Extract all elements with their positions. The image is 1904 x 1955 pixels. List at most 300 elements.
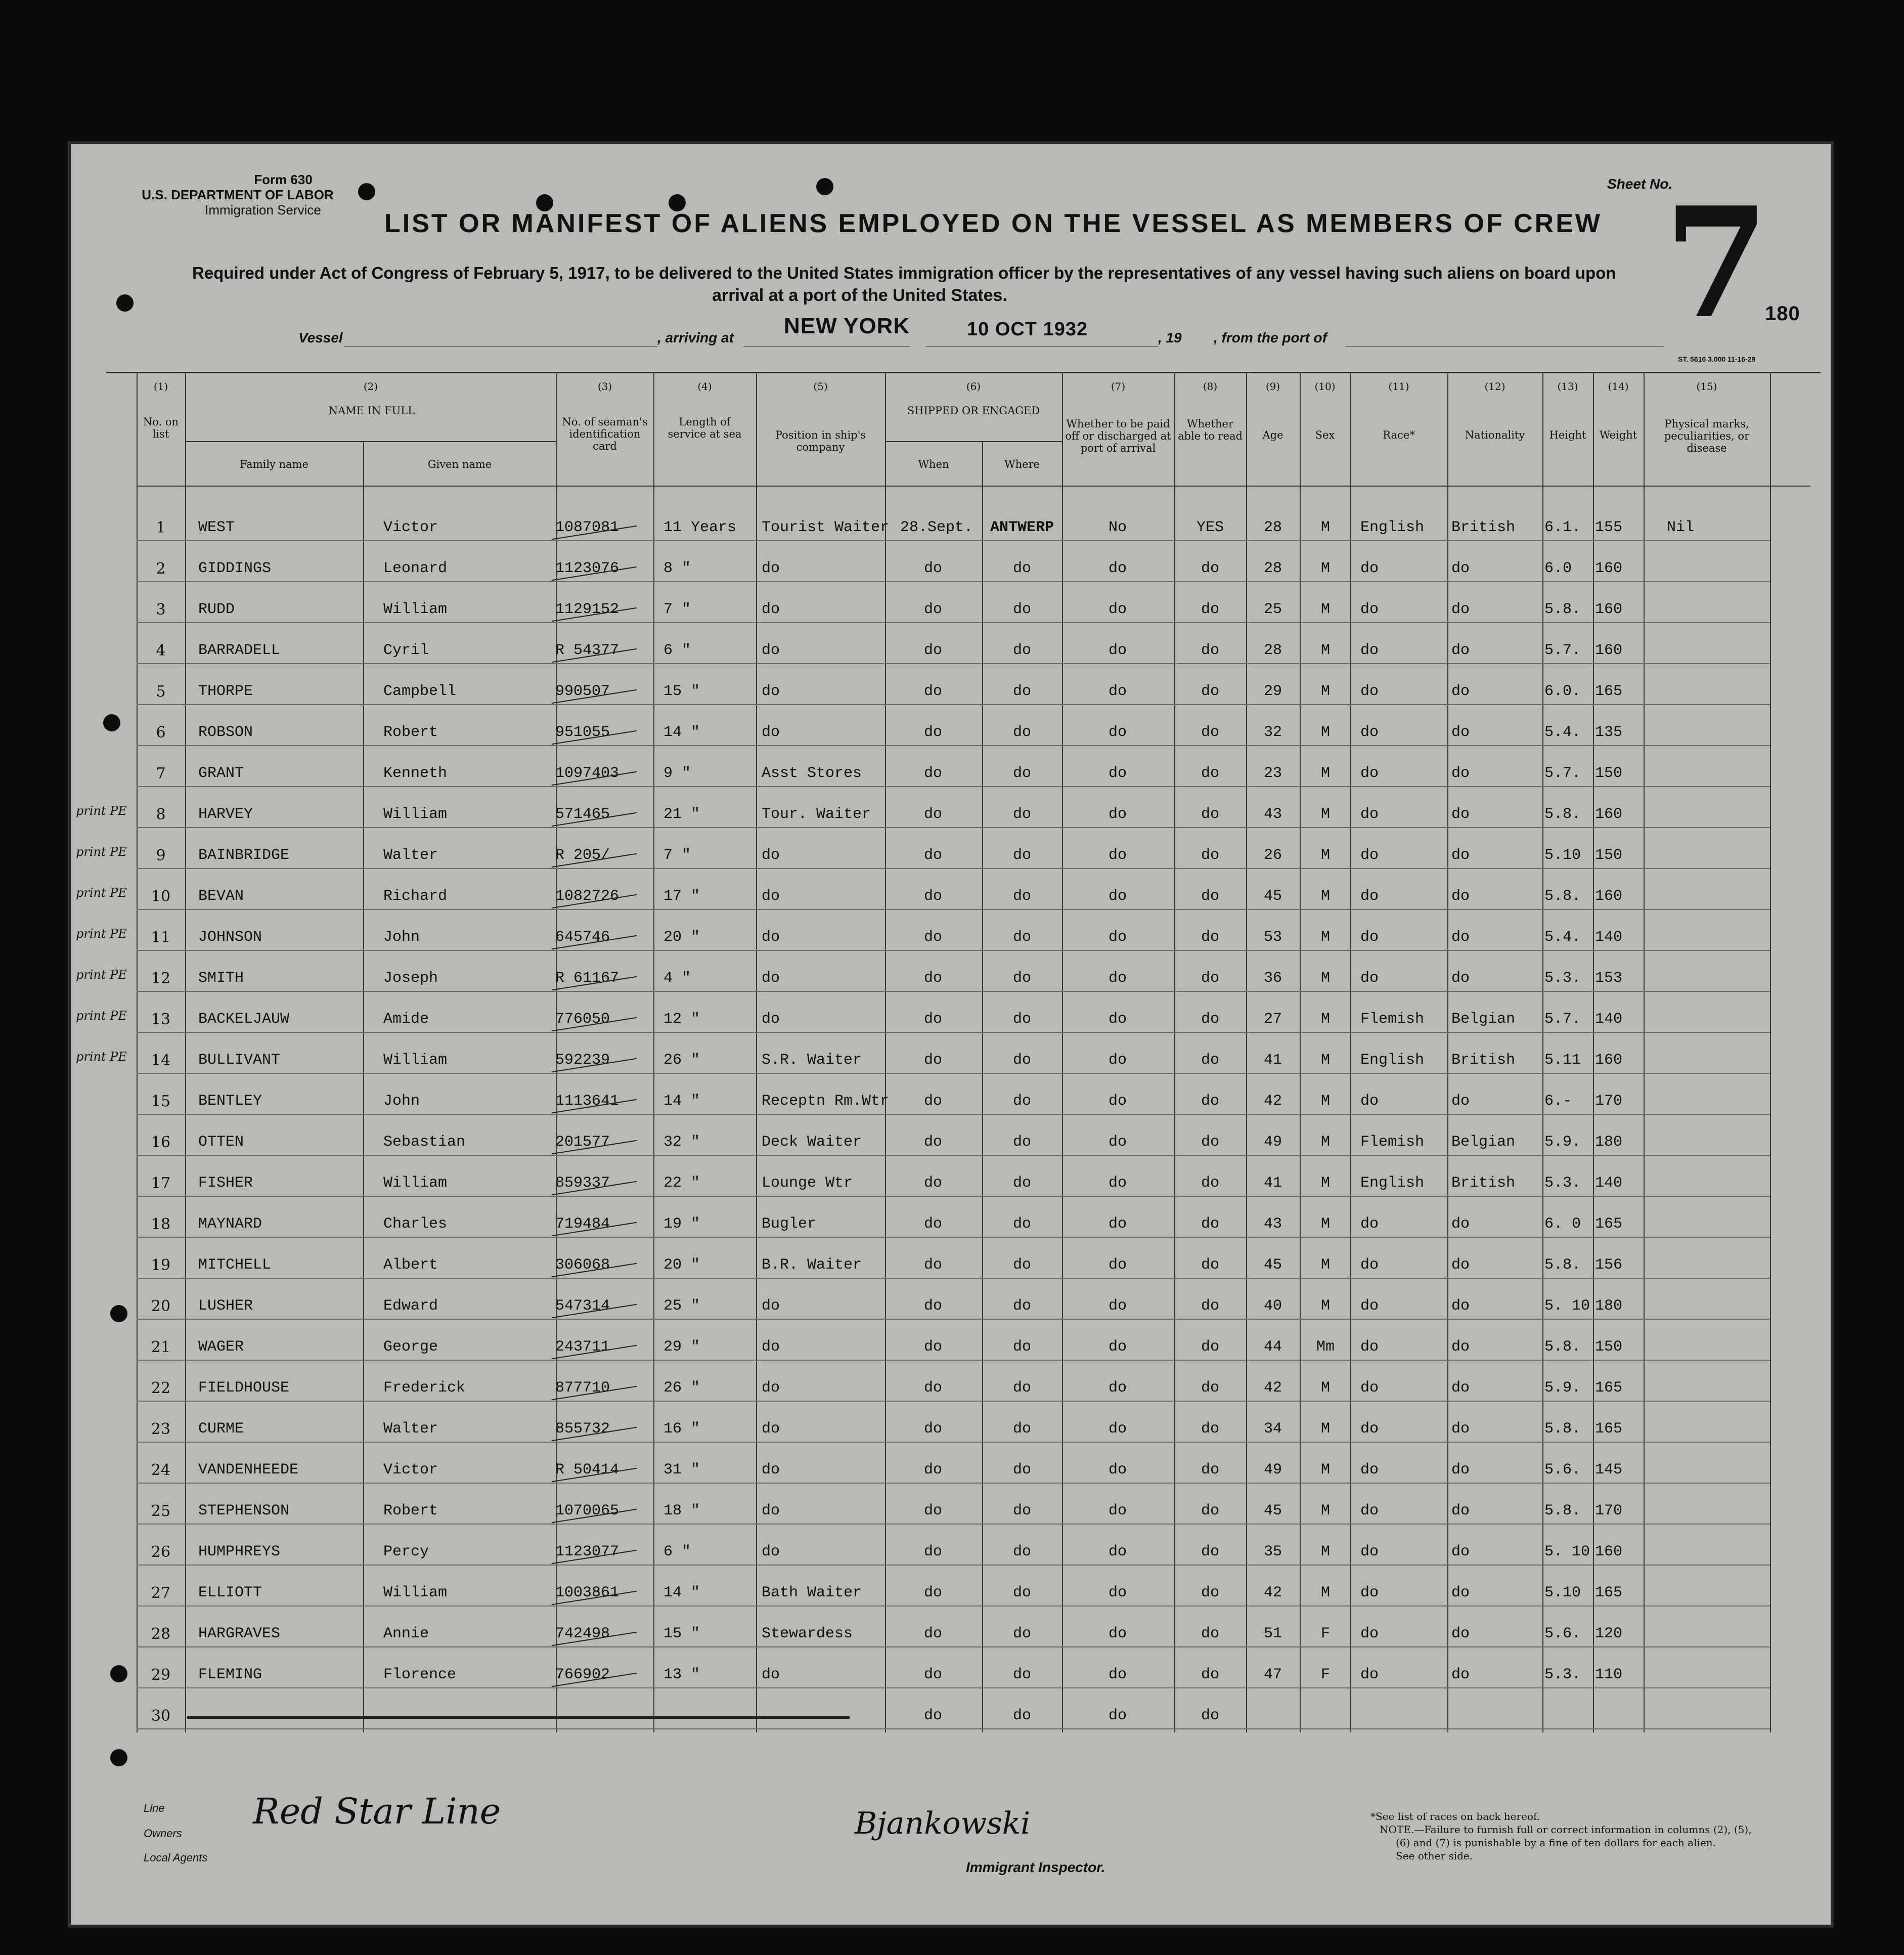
given-name-cell: Kenneth <box>383 765 448 782</box>
position-cell: Bath Waiter <box>762 1584 862 1601</box>
seaman-card-cell: 1097403 <box>555 765 619 782</box>
header-where: Where <box>1004 458 1040 470</box>
punch-hole <box>110 1305 127 1322</box>
family-name-cell: VANDENHEEDE <box>198 1461 299 1479</box>
shipped-where-cell: do <box>1012 888 1031 905</box>
shipped-when-cell: do <box>923 1707 942 1724</box>
service-length-cell: 6 " <box>663 1543 691 1560</box>
table-row <box>137 991 1770 992</box>
position-cell: do <box>762 929 780 946</box>
able-to-read-cell: do <box>1201 724 1219 741</box>
nationality-cell: British <box>1451 1052 1516 1069</box>
weight-cell: 160 <box>1595 1052 1623 1069</box>
row-number: 3 <box>156 601 166 619</box>
column-divider <box>1246 372 1247 1732</box>
column-divider <box>137 372 138 1732</box>
nationality-cell: do <box>1451 1666 1470 1683</box>
shipped-when-cell: do <box>923 1461 942 1479</box>
family-name-cell: WAGER <box>198 1338 244 1356</box>
row-number: 24 <box>151 1461 171 1479</box>
column-divider <box>363 441 364 1732</box>
column-number: (1) <box>153 380 168 393</box>
paid-off-cell: do <box>1108 1134 1127 1151</box>
age-cell: 28 <box>1263 560 1282 577</box>
paid-off-cell: do <box>1108 1420 1127 1438</box>
race-cell: do <box>1360 1379 1379 1397</box>
given-name-cell: Leonard <box>383 560 448 577</box>
row-number: 28 <box>151 1625 171 1643</box>
service-length-cell: 7 " <box>663 847 691 864</box>
position-cell: B.R. Waiter <box>762 1256 862 1274</box>
service-length-cell: 16 " <box>663 1420 700 1438</box>
table-row <box>137 1237 1770 1238</box>
height-cell: 5.3. <box>1544 970 1581 987</box>
race-cell: do <box>1360 806 1379 823</box>
age-cell: 28 <box>1263 519 1282 536</box>
able-to-read-cell: do <box>1201 1297 1219 1315</box>
given-name-cell: Percy <box>383 1543 429 1560</box>
sex-cell: M <box>1320 765 1330 782</box>
position-cell: do <box>762 1461 780 1479</box>
paid-off-cell: do <box>1108 601 1127 618</box>
column-number: (4) <box>697 380 712 393</box>
age-cell: 45 <box>1263 1256 1282 1274</box>
nationality-cell: do <box>1451 1625 1470 1642</box>
able-to-read-cell: do <box>1201 1420 1219 1438</box>
punch-hole <box>110 1749 127 1766</box>
paid-off-cell: do <box>1108 1666 1127 1683</box>
family-name-cell: BARRADELL <box>198 642 281 659</box>
header-paid-off: Whether to be paid off or discharged at port of arrival <box>1065 418 1171 454</box>
table-row <box>137 1278 1770 1279</box>
position-cell: S.R. Waiter <box>762 1052 862 1069</box>
weight-cell: 170 <box>1595 1502 1623 1519</box>
row-number: 16 <box>151 1134 171 1151</box>
given-name-cell: Florence <box>383 1666 457 1683</box>
height-cell: 6.- <box>1544 1093 1572 1110</box>
row-number: 5 <box>156 683 166 701</box>
shipped-when-cell: do <box>923 1175 942 1192</box>
family-name-cell: HUMPHREYS <box>198 1543 281 1560</box>
given-name-cell: Richard <box>383 888 448 905</box>
seaman-card-cell: 201577 <box>555 1134 610 1151</box>
shipped-where-cell: do <box>1012 1461 1031 1479</box>
shipped-when-cell: do <box>923 1215 942 1233</box>
able-to-read-cell: do <box>1201 1134 1219 1151</box>
nationality-cell: do <box>1451 929 1470 946</box>
race-cell: do <box>1360 1338 1379 1356</box>
margin-note: print PE <box>76 1050 127 1064</box>
shipped-when-cell: do <box>923 1625 942 1642</box>
owners-label: Owners <box>144 1827 182 1840</box>
nationality-cell: do <box>1451 1256 1470 1274</box>
age-cell: 42 <box>1263 1093 1282 1110</box>
sex-cell: M <box>1320 1011 1330 1028</box>
paid-off-cell: do <box>1108 970 1127 987</box>
paid-off-cell: do <box>1108 1707 1127 1724</box>
paid-off-cell: do <box>1108 888 1127 905</box>
seaman-card-cell: 742498 <box>555 1625 610 1642</box>
age-cell: 49 <box>1263 1461 1282 1479</box>
shipped-when-cell: do <box>923 970 942 987</box>
shipped-when-cell: do <box>923 1052 942 1069</box>
service-length-cell: 7 " <box>663 601 691 618</box>
shipped-when-cell: do <box>923 1584 942 1601</box>
shipped-when-cell: do <box>923 683 942 700</box>
column-number: (12) <box>1484 380 1506 393</box>
seaman-card-cell: 592239 <box>555 1052 610 1069</box>
sex-cell: M <box>1320 806 1330 823</box>
height-cell: 5.7. <box>1544 765 1581 782</box>
sex-cell: M <box>1320 1215 1330 1233</box>
paid-off-cell: do <box>1108 1379 1127 1397</box>
sex-cell: M <box>1320 888 1330 905</box>
shipped-when-cell: 28.Sept. <box>900 519 973 536</box>
sheet-number: 7 <box>1664 173 1769 352</box>
column-divider <box>185 372 186 1732</box>
service-length-cell: 31 " <box>663 1461 700 1479</box>
able-to-read-cell: do <box>1201 642 1219 659</box>
service-length-cell: 29 " <box>663 1338 700 1356</box>
height-cell: 5.3. <box>1544 1175 1581 1192</box>
paid-off-cell: do <box>1108 1543 1127 1560</box>
race-cell: do <box>1360 1297 1379 1315</box>
age-cell: 29 <box>1263 683 1282 700</box>
seaman-card-cell: 1129152 <box>555 601 619 618</box>
shipped-where-cell: do <box>1012 724 1031 741</box>
given-name-cell: Annie <box>383 1625 429 1642</box>
header-physical: Physical marks, peculiarities, or disease <box>1664 418 1750 454</box>
table-row <box>137 1155 1770 1156</box>
able-to-read-cell: do <box>1201 1584 1219 1601</box>
column-number: (8) <box>1203 380 1218 393</box>
row-number: 21 <box>151 1338 171 1356</box>
position-cell: Lounge Wtr <box>762 1175 853 1192</box>
seaman-card-cell: 719484 <box>555 1215 610 1233</box>
age-cell: 44 <box>1263 1338 1282 1356</box>
height-cell: 5.7. <box>1544 642 1581 659</box>
age-cell: 42 <box>1263 1584 1282 1601</box>
inspector-signature: Bjankowski <box>855 1806 1031 1841</box>
column-number: (6) <box>966 380 981 393</box>
age-cell: 36 <box>1263 970 1282 987</box>
shipped-where-cell: do <box>1012 1093 1031 1110</box>
column-divider <box>1593 372 1594 1732</box>
able-to-read-cell: do <box>1201 929 1219 946</box>
position-cell: do <box>762 888 780 905</box>
column-divider <box>1350 372 1351 1732</box>
family-name-cell: ELLIOTT <box>198 1584 262 1601</box>
weight-cell: 160 <box>1595 888 1623 905</box>
shipped-where-cell: do <box>1012 1134 1031 1151</box>
row-number: 30 <box>151 1707 171 1725</box>
subtitle-line2: arrival at a port of the United States. <box>712 286 1007 305</box>
row-number: 8 <box>156 806 166 823</box>
header-no-on-list: No. on list <box>143 416 179 440</box>
paid-off-cell: do <box>1108 642 1127 659</box>
able-to-read-cell: do <box>1201 1093 1219 1110</box>
column-divider <box>756 372 757 1732</box>
race-cell: English <box>1360 1175 1425 1192</box>
sex-cell: M <box>1320 642 1330 659</box>
header-age: Age <box>1262 429 1283 441</box>
nationality-cell: do <box>1451 847 1470 864</box>
row-number: 6 <box>156 724 166 742</box>
row-number: 12 <box>151 970 171 987</box>
service-length-cell: 21 " <box>663 806 700 823</box>
shipped-when-cell: do <box>923 1420 942 1438</box>
shipped-when-cell: do <box>923 1502 942 1519</box>
weight-cell: 180 <box>1595 1134 1623 1151</box>
service-length-cell: 20 " <box>663 1256 700 1274</box>
shipped-where-cell: do <box>1012 1625 1031 1642</box>
nationality-cell: do <box>1451 1379 1470 1397</box>
sex-cell: M <box>1320 601 1330 618</box>
nationality-cell: do <box>1451 724 1470 741</box>
family-name-cell: ROBSON <box>198 724 253 741</box>
able-to-read-cell: do <box>1201 1052 1219 1069</box>
margin-note: print PE <box>76 845 127 859</box>
header-weight: Weight <box>1599 429 1637 441</box>
row-number: 29 <box>151 1666 171 1684</box>
shipped-where-cell: do <box>1012 1256 1031 1274</box>
age-cell: 26 <box>1263 847 1282 864</box>
age-cell: 41 <box>1263 1052 1282 1069</box>
margin-note: print PE <box>76 804 127 818</box>
row-number: 4 <box>156 642 166 660</box>
shipped-where-cell: do <box>1012 601 1031 618</box>
penalty-note-2: (6) and (7) is punishable by a fine of ten dollars for each alien. <box>1396 1837 1716 1849</box>
age-cell: 43 <box>1263 1215 1282 1233</box>
nationality-cell: do <box>1451 1584 1470 1601</box>
able-to-read-cell: do <box>1201 1338 1219 1356</box>
position-cell: do <box>762 642 780 659</box>
margin-note: print PE <box>76 886 127 900</box>
column-divider <box>1062 372 1063 1732</box>
local-agents-label: Local Agents <box>144 1851 208 1864</box>
race-cell: do <box>1360 1625 1379 1642</box>
weight-cell: 160 <box>1595 560 1623 577</box>
given-name-cell: Campbell <box>383 683 457 700</box>
able-to-read-cell: do <box>1201 1625 1219 1642</box>
race-cell: do <box>1360 1584 1379 1601</box>
sex-cell: M <box>1320 1420 1330 1438</box>
family-name-cell: WEST <box>198 519 235 536</box>
age-cell: 45 <box>1263 1502 1282 1519</box>
able-to-read-cell: do <box>1201 765 1219 782</box>
shipped-where-cell: ANTWERP <box>990 519 1054 536</box>
family-name-cell: SMITH <box>198 970 244 987</box>
race-cell: do <box>1360 929 1379 946</box>
race-cell: do <box>1360 1502 1379 1519</box>
given-name-cell: Walter <box>383 847 438 864</box>
column-number: (7) <box>1111 380 1126 393</box>
service-length-cell: 14 " <box>663 1093 700 1110</box>
service-length-cell: 11 Years <box>663 519 737 536</box>
family-name-cell: BAINBRIDGE <box>198 847 290 864</box>
able-to-read-cell: do <box>1201 1666 1219 1683</box>
nationality-cell: do <box>1451 970 1470 987</box>
age-cell: 23 <box>1263 765 1282 782</box>
nationality-cell: do <box>1451 1297 1470 1315</box>
nationality-cell: do <box>1451 888 1470 905</box>
shipped-where-cell: do <box>1012 683 1031 700</box>
punch-hole <box>116 294 134 312</box>
position-cell: Bugler <box>762 1215 817 1233</box>
shipped-when-cell: do <box>923 1666 942 1683</box>
sheet-label: Sheet No. <box>1607 176 1673 192</box>
given-name-cell: George <box>383 1338 438 1356</box>
family-name-cell: BULLIVANT <box>198 1052 281 1069</box>
header-height: Height <box>1549 429 1586 441</box>
row-number: 10 <box>151 888 171 905</box>
height-cell: 5.8. <box>1544 601 1581 618</box>
family-name-cell: GIDDINGS <box>198 560 272 577</box>
sex-cell: M <box>1320 1175 1330 1192</box>
seaman-card-cell: 1123077 <box>555 1543 619 1560</box>
given-name-cell: John <box>383 1093 420 1110</box>
height-cell: 5.9. <box>1544 1379 1581 1397</box>
race-cell: do <box>1360 601 1379 618</box>
table-row <box>137 1483 1770 1484</box>
nationality-cell: do <box>1451 683 1470 700</box>
shipped-where-cell: do <box>1012 806 1031 823</box>
table-row <box>137 622 1770 623</box>
sex-cell: M <box>1320 1502 1330 1519</box>
position-cell: Deck Waiter <box>762 1134 862 1151</box>
age-cell: 32 <box>1263 724 1282 741</box>
nationality-cell: do <box>1451 642 1470 659</box>
header-family-name: Family name <box>240 458 308 470</box>
given-name-cell: Cyril <box>383 642 429 659</box>
height-cell: 6. 0 <box>1544 1215 1581 1233</box>
service-length-cell: 4 " <box>663 970 691 987</box>
height-cell: 5.4. <box>1544 929 1581 946</box>
sex-cell: M <box>1320 560 1330 577</box>
column-divider <box>1447 372 1448 1732</box>
able-to-read-cell: do <box>1201 806 1219 823</box>
family-name-cell: OTTEN <box>198 1134 244 1151</box>
service-length-cell: 32 " <box>663 1134 700 1151</box>
seaman-card-cell: 877710 <box>555 1379 610 1397</box>
weight-cell: 110 <box>1595 1666 1623 1683</box>
column-number: (10) <box>1314 380 1336 393</box>
department-name: U.S. DEPARTMENT OF LABOR <box>142 187 334 202</box>
row-number: 17 <box>151 1175 171 1192</box>
nationality-cell: do <box>1451 1420 1470 1438</box>
age-cell: 42 <box>1263 1379 1282 1397</box>
paid-off-cell: do <box>1108 1215 1127 1233</box>
paid-off-cell: do <box>1108 560 1127 577</box>
position-cell: Tourist Waiter <box>762 519 890 536</box>
header-when: When <box>918 458 949 470</box>
race-cell: do <box>1360 1420 1379 1438</box>
sex-cell: M <box>1320 1297 1330 1315</box>
penalty-note-3: See other side. <box>1396 1850 1473 1862</box>
service-length-cell: 19 " <box>663 1215 700 1233</box>
weight-cell: 165 <box>1595 1584 1623 1601</box>
row-number: 19 <box>151 1256 171 1274</box>
able-to-read-cell: do <box>1201 560 1219 577</box>
punch-hole <box>103 714 120 731</box>
height-cell: 5.8. <box>1544 806 1581 823</box>
service-length-cell: 25 " <box>663 1297 700 1315</box>
service-length-cell: 20 " <box>663 929 700 946</box>
family-name-cell: BENTLEY <box>198 1093 262 1110</box>
given-name-cell: Joseph <box>383 970 438 987</box>
weight-cell: 170 <box>1595 1093 1623 1110</box>
race-cell: English <box>1360 1052 1425 1069</box>
shipped-where-cell: do <box>1012 1420 1031 1438</box>
sex-cell: M <box>1320 1134 1330 1151</box>
weight-cell: 150 <box>1595 1338 1623 1356</box>
seaman-card-cell: R 61167 <box>555 970 619 987</box>
service-length-cell: 15 " <box>663 683 700 700</box>
weight-cell: 160 <box>1595 642 1623 659</box>
race-cell: do <box>1360 888 1379 905</box>
given-name-cell: William <box>383 1175 448 1192</box>
column-divider <box>653 372 654 1732</box>
race-cell: English <box>1360 519 1425 536</box>
table-row <box>137 909 1770 910</box>
seaman-card-cell: 951055 <box>555 724 610 741</box>
nationality-cell: do <box>1451 1338 1470 1356</box>
race-cell: do <box>1360 1256 1379 1274</box>
able-to-read-cell: YES <box>1196 519 1224 536</box>
sex-cell: M <box>1320 970 1330 987</box>
paid-off-cell: do <box>1108 847 1127 864</box>
sex-cell: F <box>1320 1666 1330 1683</box>
shipped-where-cell: do <box>1012 1707 1031 1724</box>
weight-cell: 165 <box>1595 1379 1623 1397</box>
height-cell: 5.6. <box>1544 1625 1581 1642</box>
sex-cell: M <box>1320 1093 1330 1110</box>
column-number: (9) <box>1265 380 1280 393</box>
line-label: Line <box>144 1802 165 1814</box>
row-number: 9 <box>156 847 166 864</box>
height-cell: 5. 10 <box>1544 1543 1590 1560</box>
sex-cell: M <box>1320 1584 1330 1601</box>
given-name-cell: Victor <box>383 1461 438 1479</box>
able-to-read-cell: do <box>1201 601 1219 618</box>
nationality-cell: do <box>1451 1461 1470 1479</box>
sex-cell: Mm <box>1316 1338 1335 1356</box>
able-to-read-cell: do <box>1201 1461 1219 1479</box>
seaman-card-cell: 776050 <box>555 1011 610 1028</box>
able-to-read-cell: do <box>1201 1502 1219 1519</box>
table-row <box>137 1196 1770 1197</box>
row-number: 20 <box>151 1297 171 1315</box>
position-cell: do <box>762 1379 780 1397</box>
given-name-cell: Charles <box>383 1215 448 1233</box>
service-length-cell: 26 " <box>663 1052 700 1069</box>
sex-cell: M <box>1320 847 1330 864</box>
family-name-cell: MAYNARD <box>198 1215 262 1233</box>
from-port-label: , from the port of <box>1214 330 1327 345</box>
height-cell: 6.1. <box>1544 519 1581 536</box>
column-number: (15) <box>1696 380 1717 393</box>
row-number: 18 <box>151 1215 171 1233</box>
weight-cell: 165 <box>1595 1420 1623 1438</box>
nationality-cell: do <box>1451 1543 1470 1560</box>
shipped-where-cell: do <box>1012 642 1031 659</box>
given-name-cell: Robert <box>383 1502 438 1519</box>
given-name-cell: Albert <box>383 1256 438 1274</box>
family-name-cell: LUSHER <box>198 1297 253 1315</box>
shipped-when-cell: do <box>923 1297 942 1315</box>
nationality-cell: do <box>1451 1093 1470 1110</box>
row-number: 26 <box>151 1543 171 1561</box>
